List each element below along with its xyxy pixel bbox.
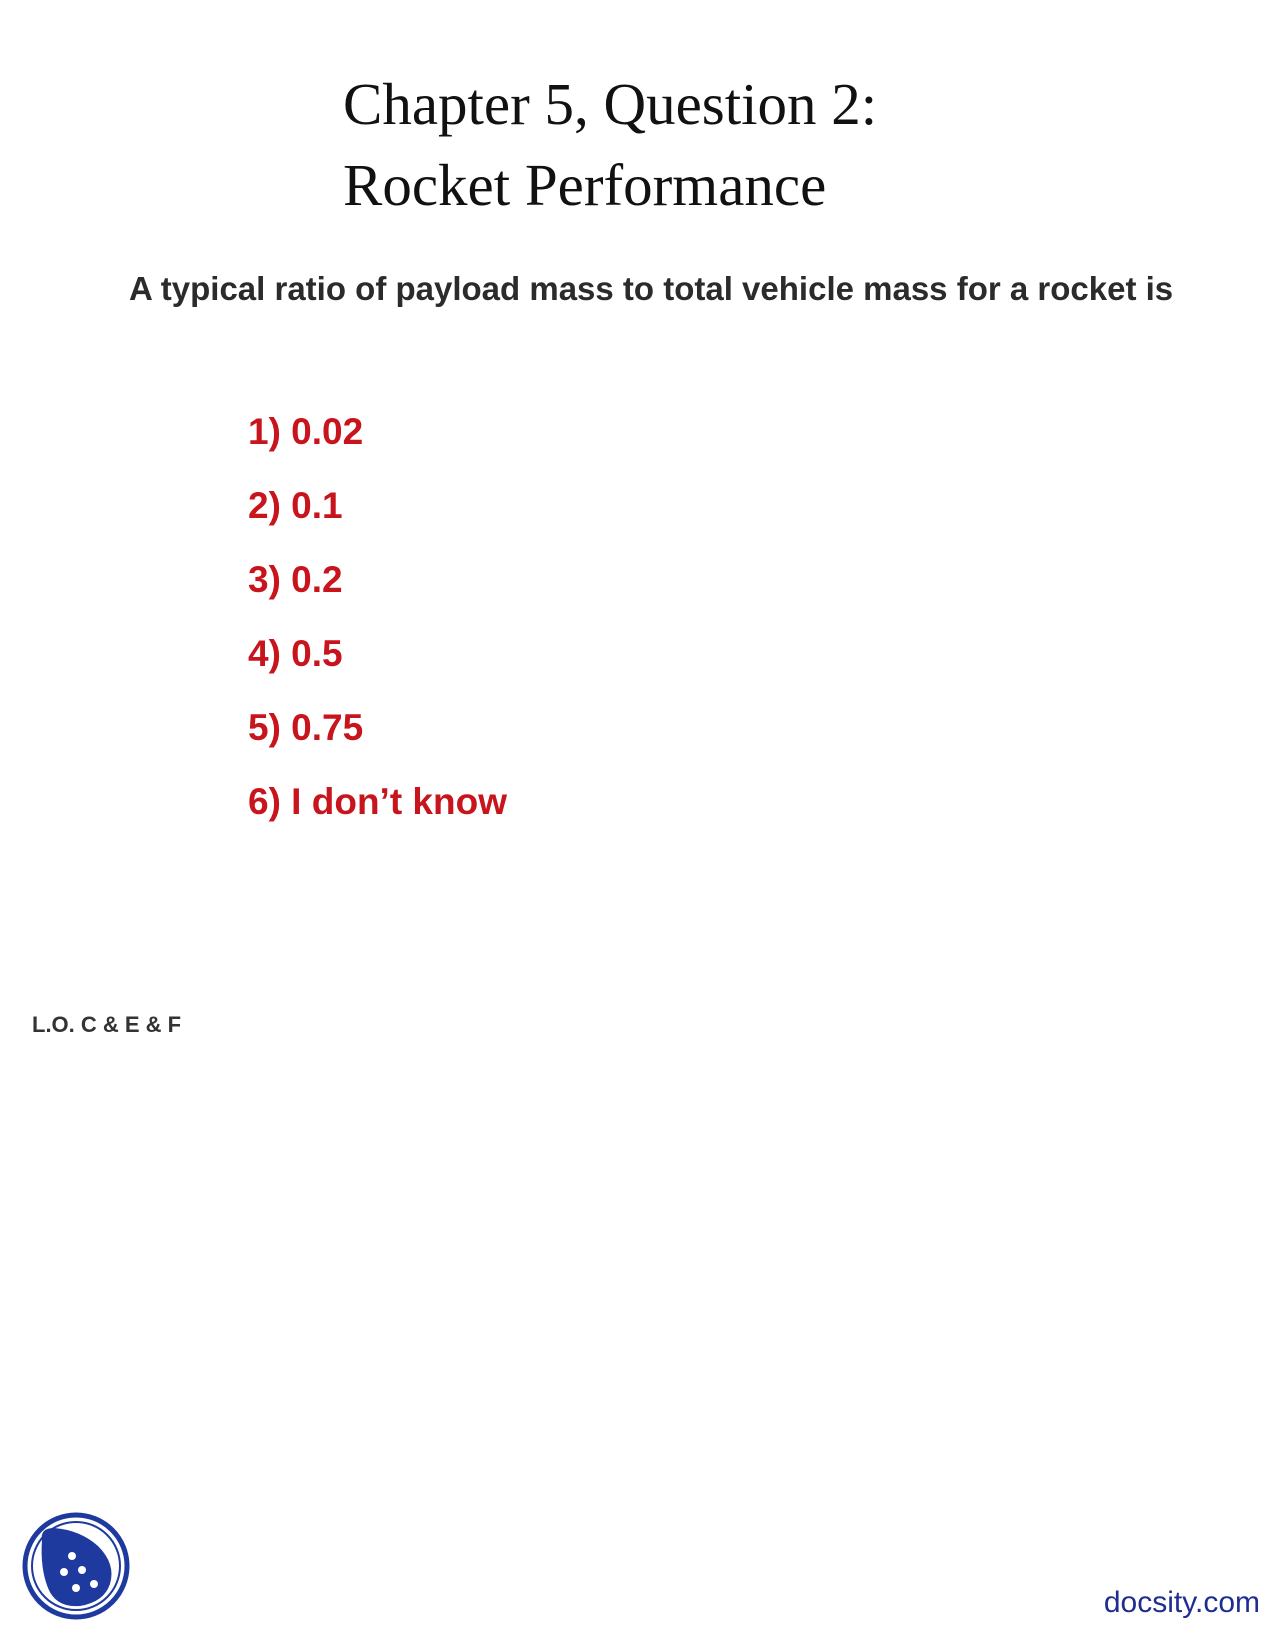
answer-option-2: 2) 0.1 <box>248 485 343 526</box>
learning-objectives: L.O. C & E & F <box>32 1012 182 1037</box>
docsity-logo-icon <box>20 1510 132 1622</box>
answer-options <box>248 405 507 849</box>
answer-option-3: 3) 0.2 <box>248 559 343 600</box>
title-line-1: Chapter 5, Question 2: <box>343 71 878 137</box>
answer-option-4: 4) 0.5 <box>248 633 343 674</box>
answer-option-5: 5) 0.75 <box>248 707 364 748</box>
slide-title <box>343 64 877 226</box>
answer-option-6: 6) I don’t know <box>248 781 507 822</box>
question-text: A typical ratio of payload mass to total vehicle mass for a rocket is <box>129 270 1174 307</box>
answer-option-1: 1) 0.02 <box>248 411 364 452</box>
title-line-2: Rocket Performance <box>343 152 827 218</box>
docsity-brand-link[interactable]: docsity.com <box>1103 1586 1260 1619</box>
